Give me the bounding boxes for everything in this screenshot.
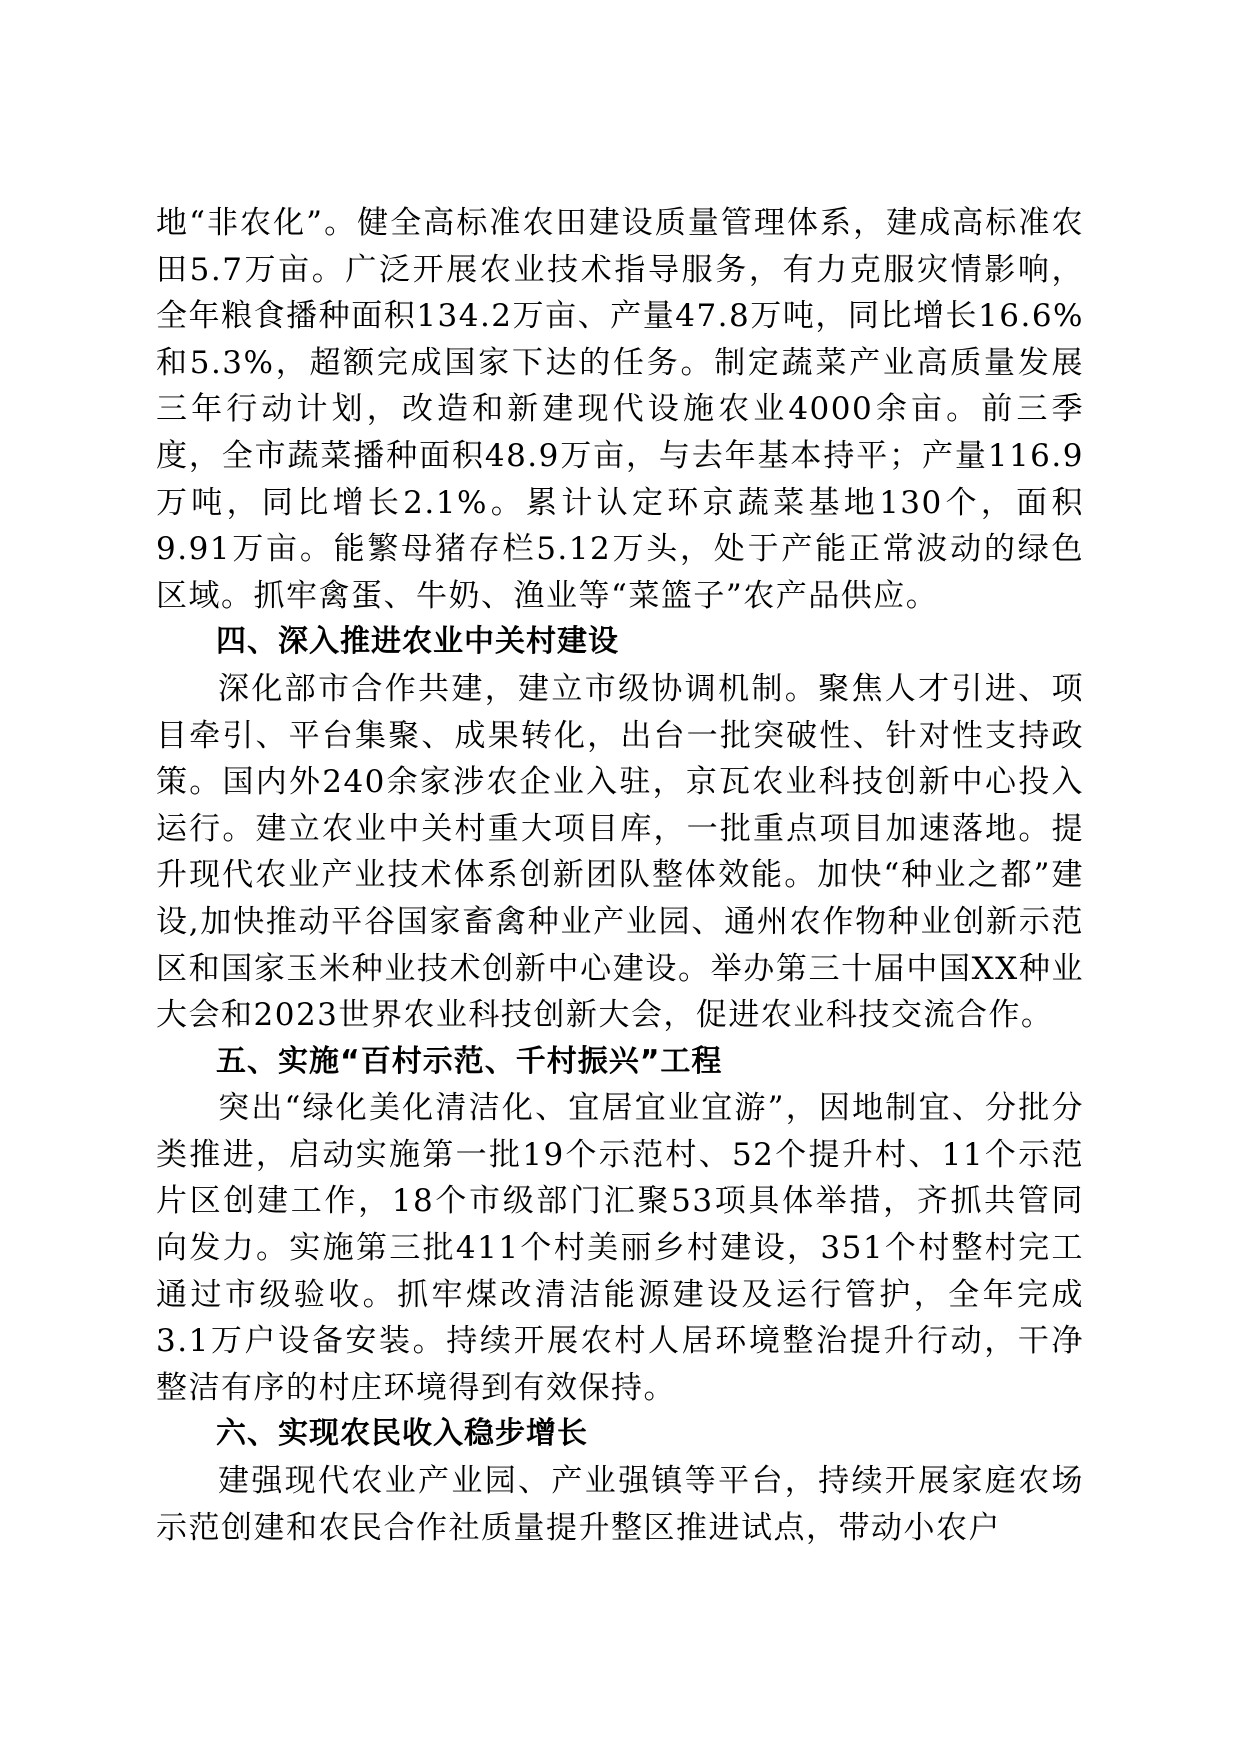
heading-section-6: 六、实现农民收入稳步增长: [216, 1416, 588, 1452]
document-page: [156, 200, 1084, 1551]
paragraph-village-program: 突出“绿化美化清洁化、宜居宜业宜游”，因地制宜、分批分类推进，启动实施第一批19个示范村、52个提升村、11个示范片区创建工作，18个市级部门汇聚53项具体举措，齐抓共管同向发力。实施第三批411个村美丽乡村建设，351个村整村完工通过市级验收。抓牢煤改清洁能源建设及运行管护，全年完成3.1万户设备安装。持续开展农村人居环境整治提升行动，干净整洁有序的村庄环境得到有效保持。: [156, 1090, 1084, 1406]
heading-section-5: 五、实施“百村示范、千村振兴”工程: [216, 1043, 723, 1079]
paragraph-zhongguancun: 深化部市合作共建，建立市级协调机制。聚焦人才引进、项目牵引、平台集聚、成果转化，出台一批突破性、针对性支持政策。国内外240余家涉农企业入驻，京瓦农业科技创新中心投入运行。建立农业中关村重大项目库，一批重点项目加速落地。提升现代农业产业技术体系创新团队整体效能。加快“种业之都”建设,加快推动平谷国家畜禽种业产业园、通州农作物种业创新示范区和国家玉米种业技术创新中心建设。举办第三十届中国XX种业大会和2023世界农业科技创新大会，促进农业科技交流合作。: [156, 670, 1084, 1034]
paragraph-farmland: 地“非农化”。健全高标准农田建设质量管理体系，建成高标准农田5.7万亩。广泛开展农业技术指导服务，有力克服灾情影响，全年粮食播种面积134.2万亩、产量47.8万吨，同比增长16.6%和5.3%，超额完成国家下达的任务。制定蔬菜产业高质量发展三年行动计划，改造和新建现代设施农业4000余亩。前三季度，全市蔬菜播种面积48.9万亩，与去年基本持平；产量116.9万吨，同比增长2.1%。累计认定环京蔬菜基地130个，面积9.91万亩。能繁母猪存栏5.12万头，处于产能正常波动的绿色区域。抓牢禽蛋、牛奶、渔业等“菜篮子”农产品供应。: [156, 205, 1084, 614]
heading-section-4: 四、深入推进农业中关村建设: [216, 624, 619, 660]
paragraph-farmer-income: 建强现代农业产业园、产业强镇等平台，持续开展家庭农场示范创建和农民合作社质量提升整区推进试点，带动小农户: [156, 1463, 1084, 1546]
